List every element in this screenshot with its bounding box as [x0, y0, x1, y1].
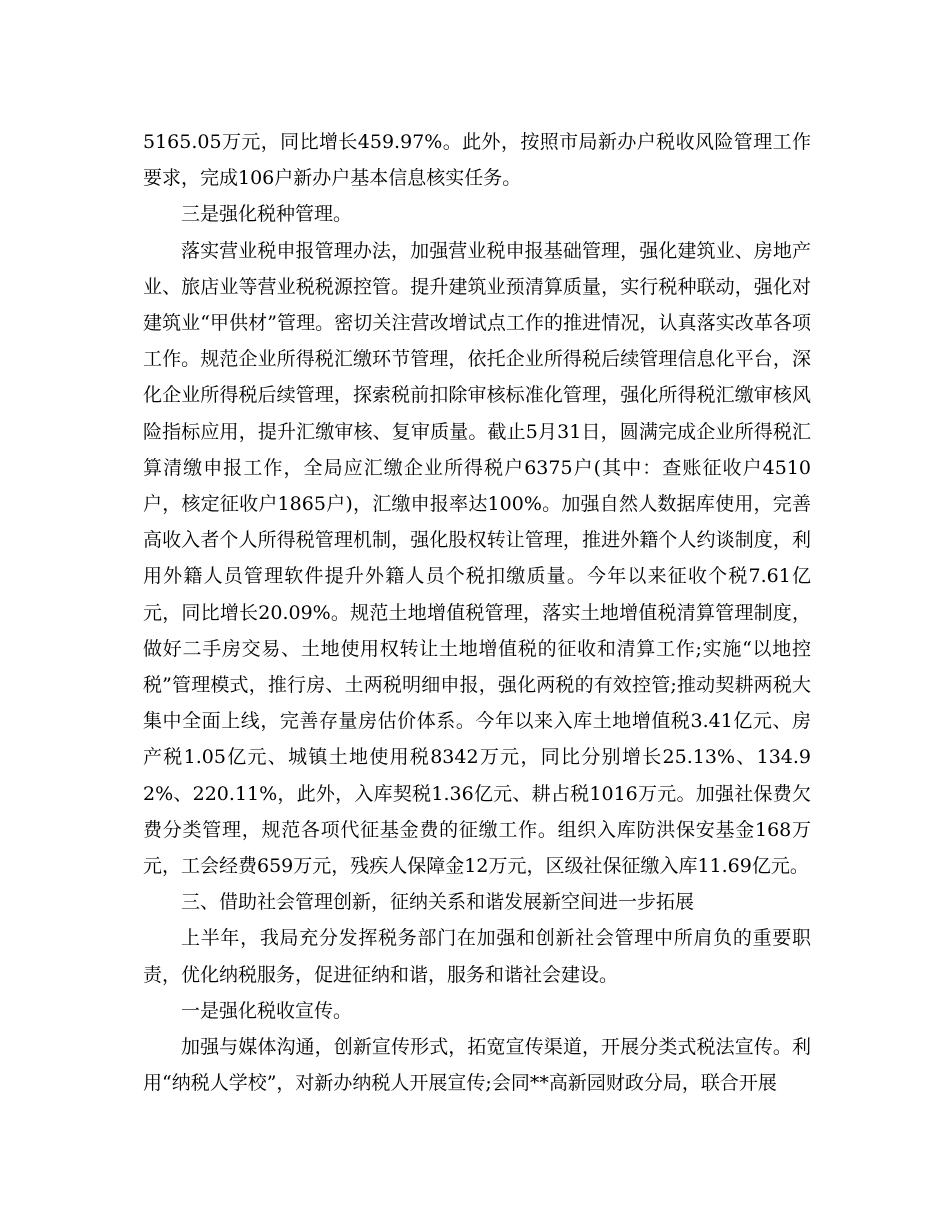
section-heading-social-management: 三、借助社会管理创新，征纳关系和谐发展新空间进一步拓展: [181, 891, 695, 914]
document-page: [143, 124, 811, 1101]
subheading-tax-publicity: 一是强化税收宣传。: [181, 999, 353, 1022]
paragraph-first-half-summary: 上半年，我局充分发挥税务部门在加强和创新社会管理中所肩负的重要职责，优化纳税服务，促进征纳和谐，服务和谐社会建设。: [143, 927, 811, 986]
paragraph-continuation: 5165.05万元，同比增长459.97%。此外，按照市局新办户税收风险管理工作要求，完成106户新办户基本信息核实任务。: [143, 131, 811, 190]
subheading-tax-type-management: 三是强化税种管理。: [181, 203, 353, 226]
paragraph-tax-publicity-details: 加强与媒体沟通，创新宣传形式，拓宽宣传渠道，开展分类式税法宣传。利用“纳税人学校”，对新办纳税人开展宣传;会同**高新园财政分局，联合开展: [143, 1036, 811, 1095]
paragraph-tax-type-details: 落实营业税申报管理办法，加强营业税申报基础管理，强化建筑业、房地产业、旅店业等营业税税源控管。提升建筑业预清算质量，实行税种联动，强化对建筑业“甲供材”管理。密切关注营改增试点工作的推进情况，认真落实改革各项工作。规范企业所得税汇缴环节管理，依托企业所得税后续管理信息化平台，深化企业所得税后续管理，探索税前扣除审核标准化管理，强化所得税汇缴审核风险指标应用，提升汇缴审核、复审质量。截止5月31日，圆满完成企业所得税汇算清缴申报工作，全局应汇缴企业所得税户6375户(其中：查账征收户4510户，核定征收户1865户)，汇缴申报率达100%。加强自然人数据库使用，完善高收入者个人所得税管理机制，强化股权转让管理，推进外籍个人约谈制度，利用外籍人员管理软件提升外籍人员个税扣缴质量。今年以来征收个税7.61亿元，同比增长20.09%。规范土地增值税管理，落实土地增值税清算管理制度，做好二手房交易、土地使用权转让土地增值税的征收和清算工作;实施“以地控税”管理模式，推行房、土两税明细申报，强化两税的有效控管;推动契耕两税大集中全面上线，完善存量房估价体系。今年以来入库土地增值税3.41亿元、房产税1.05亿元、城镇土地使用税8342万元，同比分别增长25.13%、134.92%、220.11%，此外，入库契税1.36亿元、耕占税1016万元。加强社保费欠费分类管理，规范各项代征基金费的征缴工作。组织入库防洪保安基金168万元，工会经费659万元，残疾人保障金12万元，区级社保征缴入库11.69亿元。: [143, 239, 811, 878]
